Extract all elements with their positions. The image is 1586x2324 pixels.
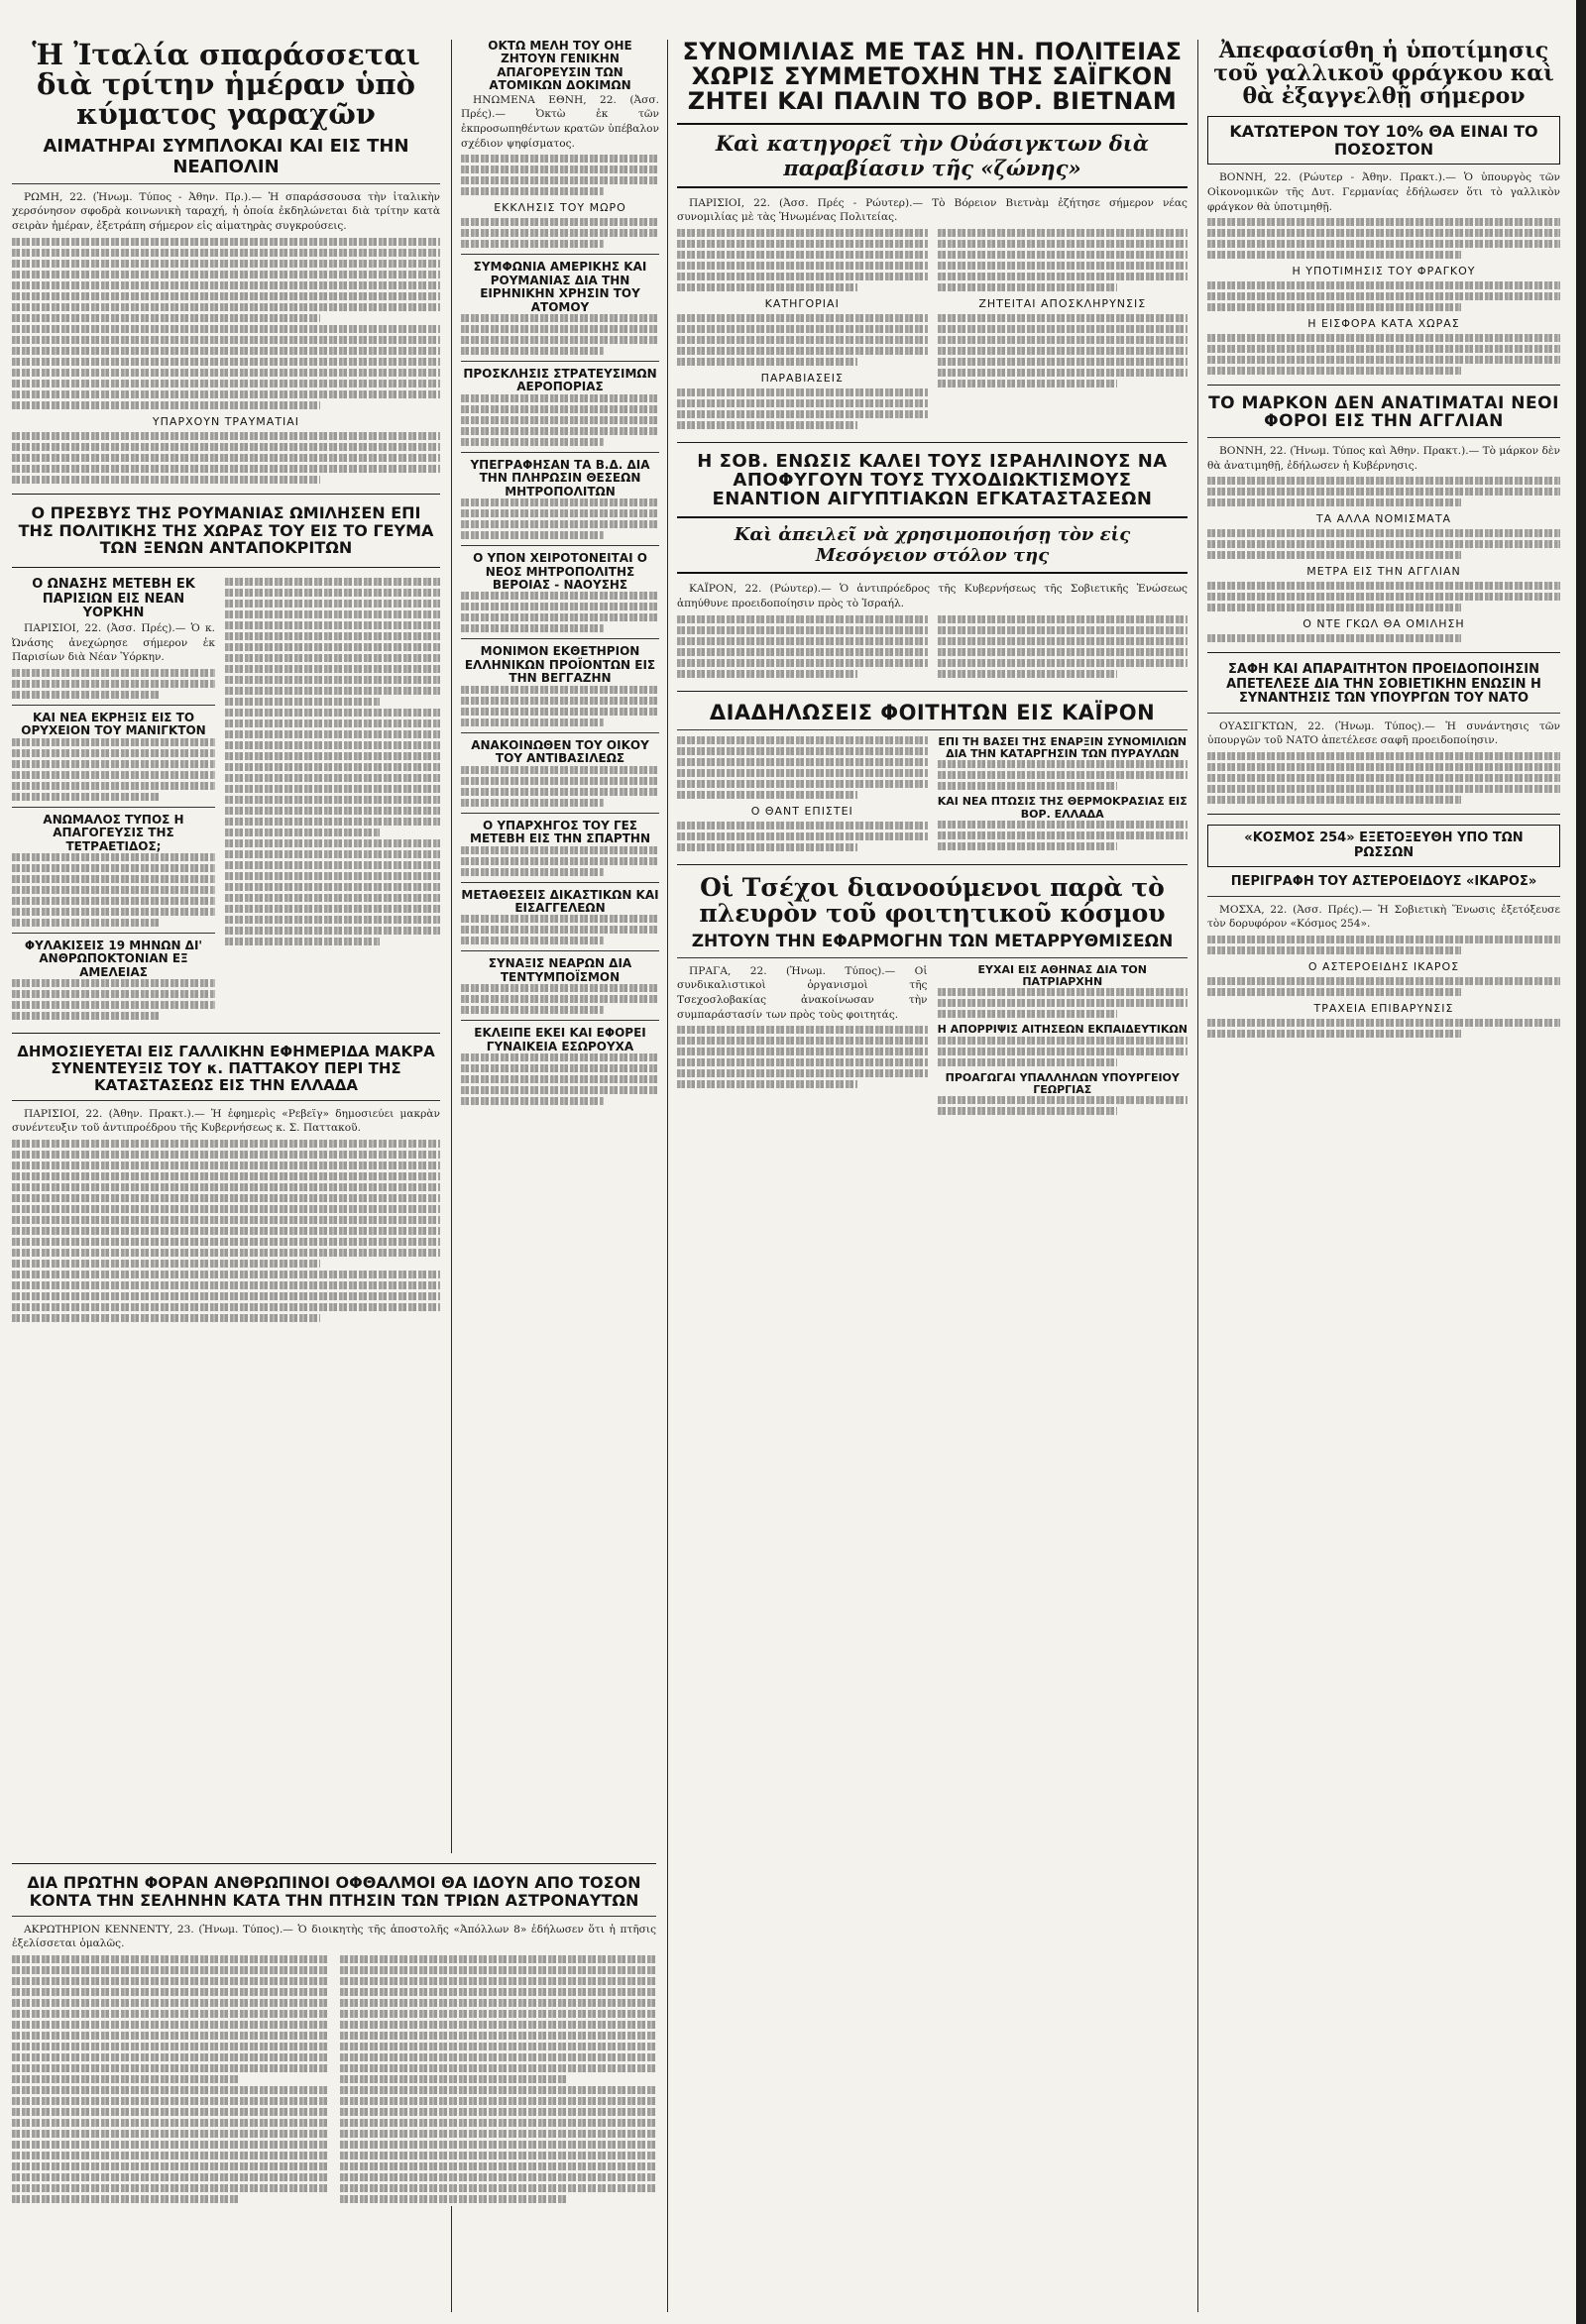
italy-headline: Ἡ Ἰταλία σπαράσσεται διὰ τρίτην ἡμέραν ὑπὸ κύματος γαραχῶν [32, 38, 420, 132]
czech-intellectuals-subhead: ΖΗΤΟΥΝ ΤΗΝ ΕΦΑΡΜΟΓΗΝ ΤΩΝ ΜΕΤΑΡΡΥΘΜΙΣΕΩΝ [691, 931, 1174, 951]
apollo-headline: ΔΙΑ ΠΡΩΤΗΝ ΦΟΡΑΝ ΑΝΘΡΩΠΙΝΟΙ ΟΦΘΑΛΜΟΙ ΘΑ ΙΔΟΥΝ ΑΠΟ ΤΟΣΟΝ ΚΟΝΤΑ ΤΗΝ ΣΕΛΗΝΗΝ ΚΑΤΑ ΤΗΝ ΠΤΗΣΙΝ ΤΩΝ ΤΡΙΩΝ ΑΣΤΡΟΝΑΥΤΩΝ [27, 1873, 641, 1910]
franc-headline: Ἀπεφασίσθη ἡ ὑποτίμησις τοῦ γαλλικοῦ φράγκου καὶ θὰ ἐξαγγελθῇ σήμερον [1213, 38, 1554, 109]
agriculture-promotions-headline: ΠΡΟΑΓΩΓΑΙ ΥΠΑΛΛΗΛΩΝ ΥΠΟΥΡΓΕΙΟΥ ΓΕΩΡΓΙΑΣ [945, 1070, 1180, 1096]
patriarch-headline: ΕΥΧΑΙ ΕΙΣ ΑΘΗΝΑΣ ΔΙΑ ΤΟΝ ΠΑΤΡΙΑΡΧΗΝ [977, 962, 1147, 989]
vietnam-headline: ΣΥΝΟΜΙΛΙΑΣ ΜΕ ΤΑΣ ΗΝ. ΠΟΛΙΤΕΙΑΣ ΧΩΡΙΣ ΣΥΜΜΕΤΟΧΗΝ ΤΗΣ ΣΑΪΓΚΟΝ ΖΗΤΕΙ ΚΑΙ ΠΑΛΙΝ ΤΟ ΒΟΡ. ΒΙΕΤΝΑΜ [682, 38, 1183, 116]
column-franc [1207, 40, 1560, 1041]
theft-headline: ΕΚΛΕΙΠΕ ΕΚΕΙ ΚΑΙ ΕΦΟΡΕΙ ΓΥΝΑΙΚΕΙΑ ΕΣΩΡΟΥΧΑ [474, 1026, 646, 1053]
pattakos-interview-headline: ΔΗΜΟΣΙΕΥΕΤΑΙ ΕΙΣ ΓΑΛΛΙΚΗΝ ΕΦΗΜΕΡΙΔΑ ΜΑΚΡΑ ΣΥΝΕΝΤΕΥΞΙΣ ΤΟΥ κ. ΠΑΤΤΑΚΟΥ ΠΕΡΙ ΤΗΣ ΚΑΤΑΣΤΑΣΕΩΣ ΕΙΣ ΤΗΝ ΕΛΛΑΔΑ [17, 1043, 435, 1094]
airforce-call-headline: ΠΡΟΣΚΛΗΣΙΣ ΣΤΡΑΤΕΥΣΙΜΩΝ ΑΕΡΟΠΟΡΙΑΣ [463, 366, 657, 394]
franc-subhead: ΚΑΤΩΤΕΡΟΝ ΤΟΥ 10% ΘΑ ΕΙΝΑΙ ΤΟ ΠΟΣΟΣΤΟΝ [1229, 121, 1538, 159]
missile-talks-headline: ΕΠΙ ΤΗ ΒΑΣΕΙ ΤΗΣ ΕΝΑΡΞΙΝ ΣΥΝΟΜΙΛΙΩΝ ΔΙΑ ΤΗΝ ΚΑΤΑΡΓΗΣΙΝ ΤΩΝ ΠΥΡΑΥΛΩΝ [938, 734, 1188, 761]
anomalous-press-headline: ΑΝΩΜΑΛΟΣ ΤΥΠΟΣ Η ΑΠΑΓΟΓΕΥΣΙΣ ΤΗΣ ΤΕΤΡΑΕΤΙΔΟΣ; [43, 812, 184, 853]
italy-section-wounded: ΥΠΑΡΧΟΥΝ ΤΡΑΥΜΑΤΙΑΙ [152, 414, 300, 428]
vietnam-violations-caption: ΠΑΡΑΒΙΑΣΕΙΣ [760, 371, 844, 385]
onassis-text: ΠΑΡΙΣΙΟΙ, 22. (Ἀσσ. Πρές).— Ὁ κ. Ὠνάσης ἀνεχώρησε σήμερον ἐκ Παρισίων διὰ Νέαν Ὑόρκην. [12, 621, 215, 664]
onassis-headline: Ο ΩΝΑΣΗΣ ΜΕΤΕΒΗ ΕΚ ΠΑΡΙΣΙΩΝ ΕΙΣ ΝΕΑΝ ΥΟΡΚΗΝ [32, 577, 195, 621]
israel-warning-headline: Η ΣΟΒ. ΕΝΩΣΙΣ ΚΑΛΕΙ ΤΟΥΣ ΙΣΡΑΗΛΙΝΟΥΣ ΝΑ ΑΠΟΦΥΓΟΥΝ ΤΟΥΣ ΤΥΧΟΔΙΩΚΤΙΣΜΟΥΣ ΕΝΑΝΤΙΟΝ ΑΙΓΥΠΤΙΑΚΩΝ ΕΓΚΑΤΑΣΤΑΣΕΩΝ [697, 450, 1168, 509]
kosmos-254-headline: «ΚΟΣΜΟΣ 254» ΕΞΕΤΟΞΕΥΘΗ ΥΠΟ ΤΩΝ ΡΩΣΣΩΝ [1244, 830, 1524, 860]
nato-warning-text: ΟΥΑΣΙΓΚΤΩΝ, 22. (Ἡνωμ. Τύπος).— Ἡ συνάντησις τῶν ὑπουργῶν τοῦ ΝΑΤΟ ἀπετέλεσε σαφῆ προειδοποίησιν. [1207, 719, 1560, 747]
explosion-headline: ΚΑΙ ΝΕΑ ΕΚΡΗΞΙΣ ΕΙΣ ΤΟ ΟΡΥΧΕΙΟΝ ΤΟΥ ΜΑΝΙΓΚΤΟΝ [21, 710, 206, 738]
metropolitans-decree-headline: ΥΠΕΓΡΑΦΗΣΑΝ ΤΑ Β.Δ. ΔΙΑ ΤΗΝ ΠΛΗΡΩΣΙΝ ΘΕΣΕΩΝ ΜΗΤΡΟΠΟΛΙΤΩΝ [470, 457, 650, 498]
franc-lead: ΒΟΝΝΗ, 22. (Ρώυτερ - Ἀθην. Πρακτ.).— Ὁ ὑπουργὸς τῶν Οἰκονομικῶν τῆς Δυτ. Γερμανίας ἐδήλωσεν ὅτι τὸ γαλλικὸν φράγκον θὰ ὑποτιμηθῇ. [1207, 171, 1560, 213]
un-nuclear-lead: ΗΝΩΜΕΝΑ ΕΘΝΗ, 22. (Ἀσσ. Πρές).— Ὀκτὼ ἐκ τῶν ἐκπροσωπηθέντων κρατῶν ὑπέβαλον σχέδιον ψηφίσματος. [461, 93, 659, 150]
mark-headline: ΤΟ ΜΑΡΚΟΝ ΔΕΝ ΑΝΑΤΙΜΑΤΑΙ ΝΕΟΙ ΦΟΡΟΙ ΕΙΣ ΤΗΝ ΑΓΓΛΙΑΝ [1208, 393, 1559, 432]
asteroid-icarus-caption: Ο ΑΣΤΕΡΟΕΙΔΗΣ ΙΚΑΡΟΣ [1307, 959, 1460, 973]
de-gaulle-caption: Ο ΝΤΕ ΓΚΩΛ ΘΑ ΟΜΙΛΗΣΗ [1303, 617, 1465, 631]
mark-text: ΒΟΝΝΗ, 22. (Ἡνωμ. Τύπος καὶ Ἀθην. Πρακτ.).— Τὸ μάρκον δὲν θὰ ἀνατιμηθῇ, ἐδήλωσεν ἡ Κυβέρνησις. [1207, 444, 1560, 472]
heavy-burden-caption: ΤΡΑΧΕΙΑ ΕΠΙΒΑΡΥΝΣΙΣ [1313, 1001, 1454, 1015]
vietnam-accusations-caption: ΚΑΤΗΓΟΡΙΑΙ [764, 296, 840, 310]
youth-arrest-headline: ΣΥΝΑΞΙΣ ΝΕΑΡΩΝ ΔΙΑ ΤΕΝΤΥΜΠΟΪΣΜΟΝ [488, 956, 632, 984]
column-briefs [461, 40, 659, 1108]
franc-devaluation-caption: Η ΥΠΟΤΙΜΗΣΙΣ ΤΟΥ ΦΡΑΓΚΟΥ [1292, 265, 1476, 278]
veroia-metropolitan-headline: Ο ΥΠΟΝ ΧΕΙΡΟΤΟΝΕΙΤΑΙ Ο ΝΕΟΣ ΜΗΤΡΟΠΟΛΙΤΗΣ ΒΕΡΟΙΑΣ - ΝΑΟΥΣΗΣ [473, 551, 647, 592]
temperature-drop-headline: ΚΑΙ ΝΕΑ ΠΤΩΣΙΣ ΤΗΣ ΘΕΡΜΟΚΡΑΣΙΑΣ ΕΙΣ ΒΟΡ. ΕΛΛΑΔΑ [937, 795, 1188, 821]
pattakos-text: ΠΑΡΙΣΙΟΙ, 22. (Ἀθην. Πρακτ.).— Ἡ ἐφημερὶς «Ρεβεϊγ» δημοσιεύει μακρὰν συνέντευξιν τοῦ ἀντιπροέδρου τῆς Κυβερνήσεως κ. Σ. Παττακοῦ. [12, 1107, 440, 1135]
cairo-students-headline: ΔΙΑΔΗΛΩΣΕΙΣ ΦΟΙΤΗΤΩΝ ΕΙΣ ΚΑΪΡΟΝ [709, 700, 1156, 724]
teacher-applications-headline: Η ΑΠΟΡΡΙΨΙΣ ΑΙΤΗΣΕΩΝ ΕΚΠΑΙΔΕΥΤΙΚΩΝ [937, 1023, 1188, 1037]
israel-warning-subhead: Καὶ ἀπειλεῖ νὰ χρησιμοποιήσῃ τὸν εἰς Μεσόγειον στόλον της [734, 524, 1131, 567]
romania-ambassador-headline: Ο ΠΡΕΣΒΥΣ ΤΗΣ ΡΟΥΜΑΝΙΑΣ ΩΜΙΛΗΣΕΝ ΕΠΙ ΤΗΣ ΠΟΛΙΤΙΚΗΣ ΤΗΣ ΧΩΡΑΣ ΤΟΥ ΕΙΣ ΤΟ ΓΕΥΜΑ ΤΩΝ ΞΕΝΩΝ ΑΝΤΑΠΟΚΡΙΤΩΝ [18, 502, 434, 558]
benghazi-exhibition-headline: ΜΟΝΙΜΟΝ ΕΚΘΕΤΗΡΙΟΝ ΕΛΛΗΝΙΚΩΝ ΠΡΟΪΟΝΤΩΝ ΕΙΣ ΤΗΝ ΒΕΓΓΑΖΗΝ [464, 644, 656, 686]
apollo-story [12, 1853, 656, 2206]
moro-appeal-headline: ΕΚΚΛΗΣΙΣ ΤΟΥ ΜΩΡΟ [494, 201, 626, 215]
ges-deputy-headline: Ο ΥΠΑΡΧΗΓΟΣ ΤΟΥ ΓΕΣ ΜΕΤΕΒΗ ΕΙΣ ΤΗΝ ΣΠΑΡΤΗΝ [470, 818, 650, 846]
czech-intellectuals-text: ΠΡΑΓΑ, 22. (Ἡνωμ. Τύπος).— Οἱ συνδικαλιστικοὶ ὀργανισμοὶ τῆς Τσεχοσλοβακίας ἀνακοίνωσαν τὴν συμπαράστασίν των πρὸς τοὺς φοιτητάς. [677, 964, 928, 1021]
regent-announcement-headline: ΑΝΑΚΟΙΝΩΘΕΝ ΤΟΥ ΟΙΚΟΥ ΤΟΥ ΑΝΤΙΒΑΣΙΛΕΩΣ [471, 737, 649, 766]
vietnam-subhead: Καὶ κατηγορεῖ τὴν Οὐάσιγκτων διὰ παραβίασιν τῆς «ζώνης» [715, 130, 1150, 180]
icarus-text: ΜΟΣΧΑ, 22. (Ἀσσ. Πρές).— Ἡ Σοβιετικὴ Ἕνωσις ἐξετόξευσε τὸν δορυφόρον «Κόσμος 254». [1207, 903, 1560, 931]
vietnam-lead: ΠΑΡΙΣΙΟΙ, 22. (Ἀσσ. Πρές - Ρώυτερ).— Τὸ Βόρειον Βιετνὰμ ἐζήτησε σήμερον νέας συνομιλίας μὲ τὰς Ἡνωμένας Πολιτείας. [677, 196, 1188, 224]
uk-measures-caption: ΜΕΤΡΑ ΕΙΣ ΤΗΝ ΑΓΓΛΙΑΝ [1306, 565, 1461, 579]
italy-subhead: ΑΙΜΑΤΗΡΑΙ ΣΥΜΠΛΟΚΑΙ ΚΑΙ ΕΙΣ ΤΗΝ ΝΕΑΠΟΛΙΝ [43, 136, 409, 177]
scan-margin [1576, 0, 1586, 2324]
italy-lead: ΡΩΜΗ, 22. (Ἡνωμ. Τύπος - Ἀθην. Πρ.).— Ἡ σπαράσσουσα τὴν ἰταλικὴν χερσόνησον σφοδρὰ κοινωνικὴ ταραχή, ἡ ὁποία ἐκδηλώνεται διὰ τρίτην κατὰ σειρὰν ἡμέραν, ἐξετράπη σήμερον εἰς αἱματηρὰς συγκρούσεις. [12, 190, 440, 232]
czech-intellectuals-headline: Οἱ Τσέχοι διανοούμενοι παρὰ τὸ πλευρὸν τοῦ φοιτητικοῦ κόσμου [699, 872, 1166, 928]
nato-warning-headline: ΣΑΦΗ ΚΑΙ ΑΠΑΡΑΙΤΗΤΟΝ ΠΡΟΕΙΔΟΠΟΙΗΣΙΝ ΑΠΕΤΕΛΕΣΕ ΔΙΑ ΤΗΝ ΣΟΒΙΕΤΙΚΗΝ ΕΝΩΣΙΝ Η ΣΥΝΑΝΤΗΣΙΣ ΤΩΝ ΥΠΟΥΡΓΩΝ ΤΟΥ ΝΑΤΟ [1226, 662, 1541, 707]
un-nuclear-headline: ΟΚΤΩ ΜΕΛΗ ΤΟΥ ΟΗΕ ΖΗΤΟΥΝ ΓΕΝΙΚΗΝ ΑΠΑΓΟΡΕΥΣΙΝ ΤΩΝ ΑΤΟΜΙΚΩΝ ΔΟΚΙΜΩΝ [488, 39, 632, 93]
israel-warning-text: ΚΑΪΡΟΝ, 22. (Ρώυτερ).— Ὁ ἀντιπρόεδρος τῆς Κυβερνήσεως τῆς Σοβιετικῆς Ἑνώσεως ἀπηύθυνε προειδοποίησιν πρὸς τὸ Ἰσραήλ. [677, 583, 1188, 610]
thant-caption: Ο ΘΑΝΤ ΕΠΙΣΤΕΙ [750, 804, 853, 818]
icarus-headline: ΠΕΡΙΓΡΑΦΗ ΤΟΥ ΑΣΤΕΡΟΕΙΔΟΥΣ «ΙΚΑΡΟΣ» [1230, 874, 1537, 890]
imprisonment-headline: ΦΥΛΑΚΙΣΕΙΣ 19 ΜΗΝΩΝ ΔΙ' ΑΝΘΡΩΠΟΚΤΟΝΙΑΝ ΕΞ ΑΜΕΛΕΙΑΣ [24, 938, 203, 979]
vietnam-deescalation-caption: ΖΗΤΕΙΤΑΙ ΑΠΟΣΚΛΗΡΥΝΣΙΣ [978, 296, 1147, 310]
column-italy [12, 40, 440, 1325]
column-vietnam [677, 40, 1188, 1118]
judicial-transfers-headline: ΜΕΤΑΘΕΣΕΙΣ ΔΙΚΑΣΤΙΚΩΝ ΚΑΙ ΕΙΣΑΓΓΕΛΕΩΝ [461, 887, 659, 915]
other-currencies-caption: ΤΑ ΑΛΛΑ ΝΟΜΙΣΜΑΤΑ [1315, 512, 1452, 526]
franc-contribution-caption: Η ΕΙΣΦΟΡΑ ΚΑΤΑ ΧΩΡΑΣ [1307, 317, 1460, 331]
apollo-lead: ΑΚΡΩΤΗΡΙΟΝ ΚΕΝΝΕΝΤΥ, 23. (Ἡνωμ. Τύπος).— Ὁ διοικητὴς τῆς ἀποστολῆς «Ἀπόλλων 8» ἐδήλωσεν ὅτι ἡ πτῆσις ἐξελίσσεται ὁμαλῶς. [12, 1923, 656, 1950]
us-romania-agreement-headline: ΣΥΜΦΩΝΙΑ ΑΜΕΡΙΚΗΣ ΚΑΙ ΡΟΥΜΑΝΙΑΣ ΔΙΑ ΤΗΝ ΕΙΡΗΝΙΚΗΝ ΧΡΗΣΙΝ ΤΟΥ ΑΤΟΜΟΥ [473, 260, 647, 314]
